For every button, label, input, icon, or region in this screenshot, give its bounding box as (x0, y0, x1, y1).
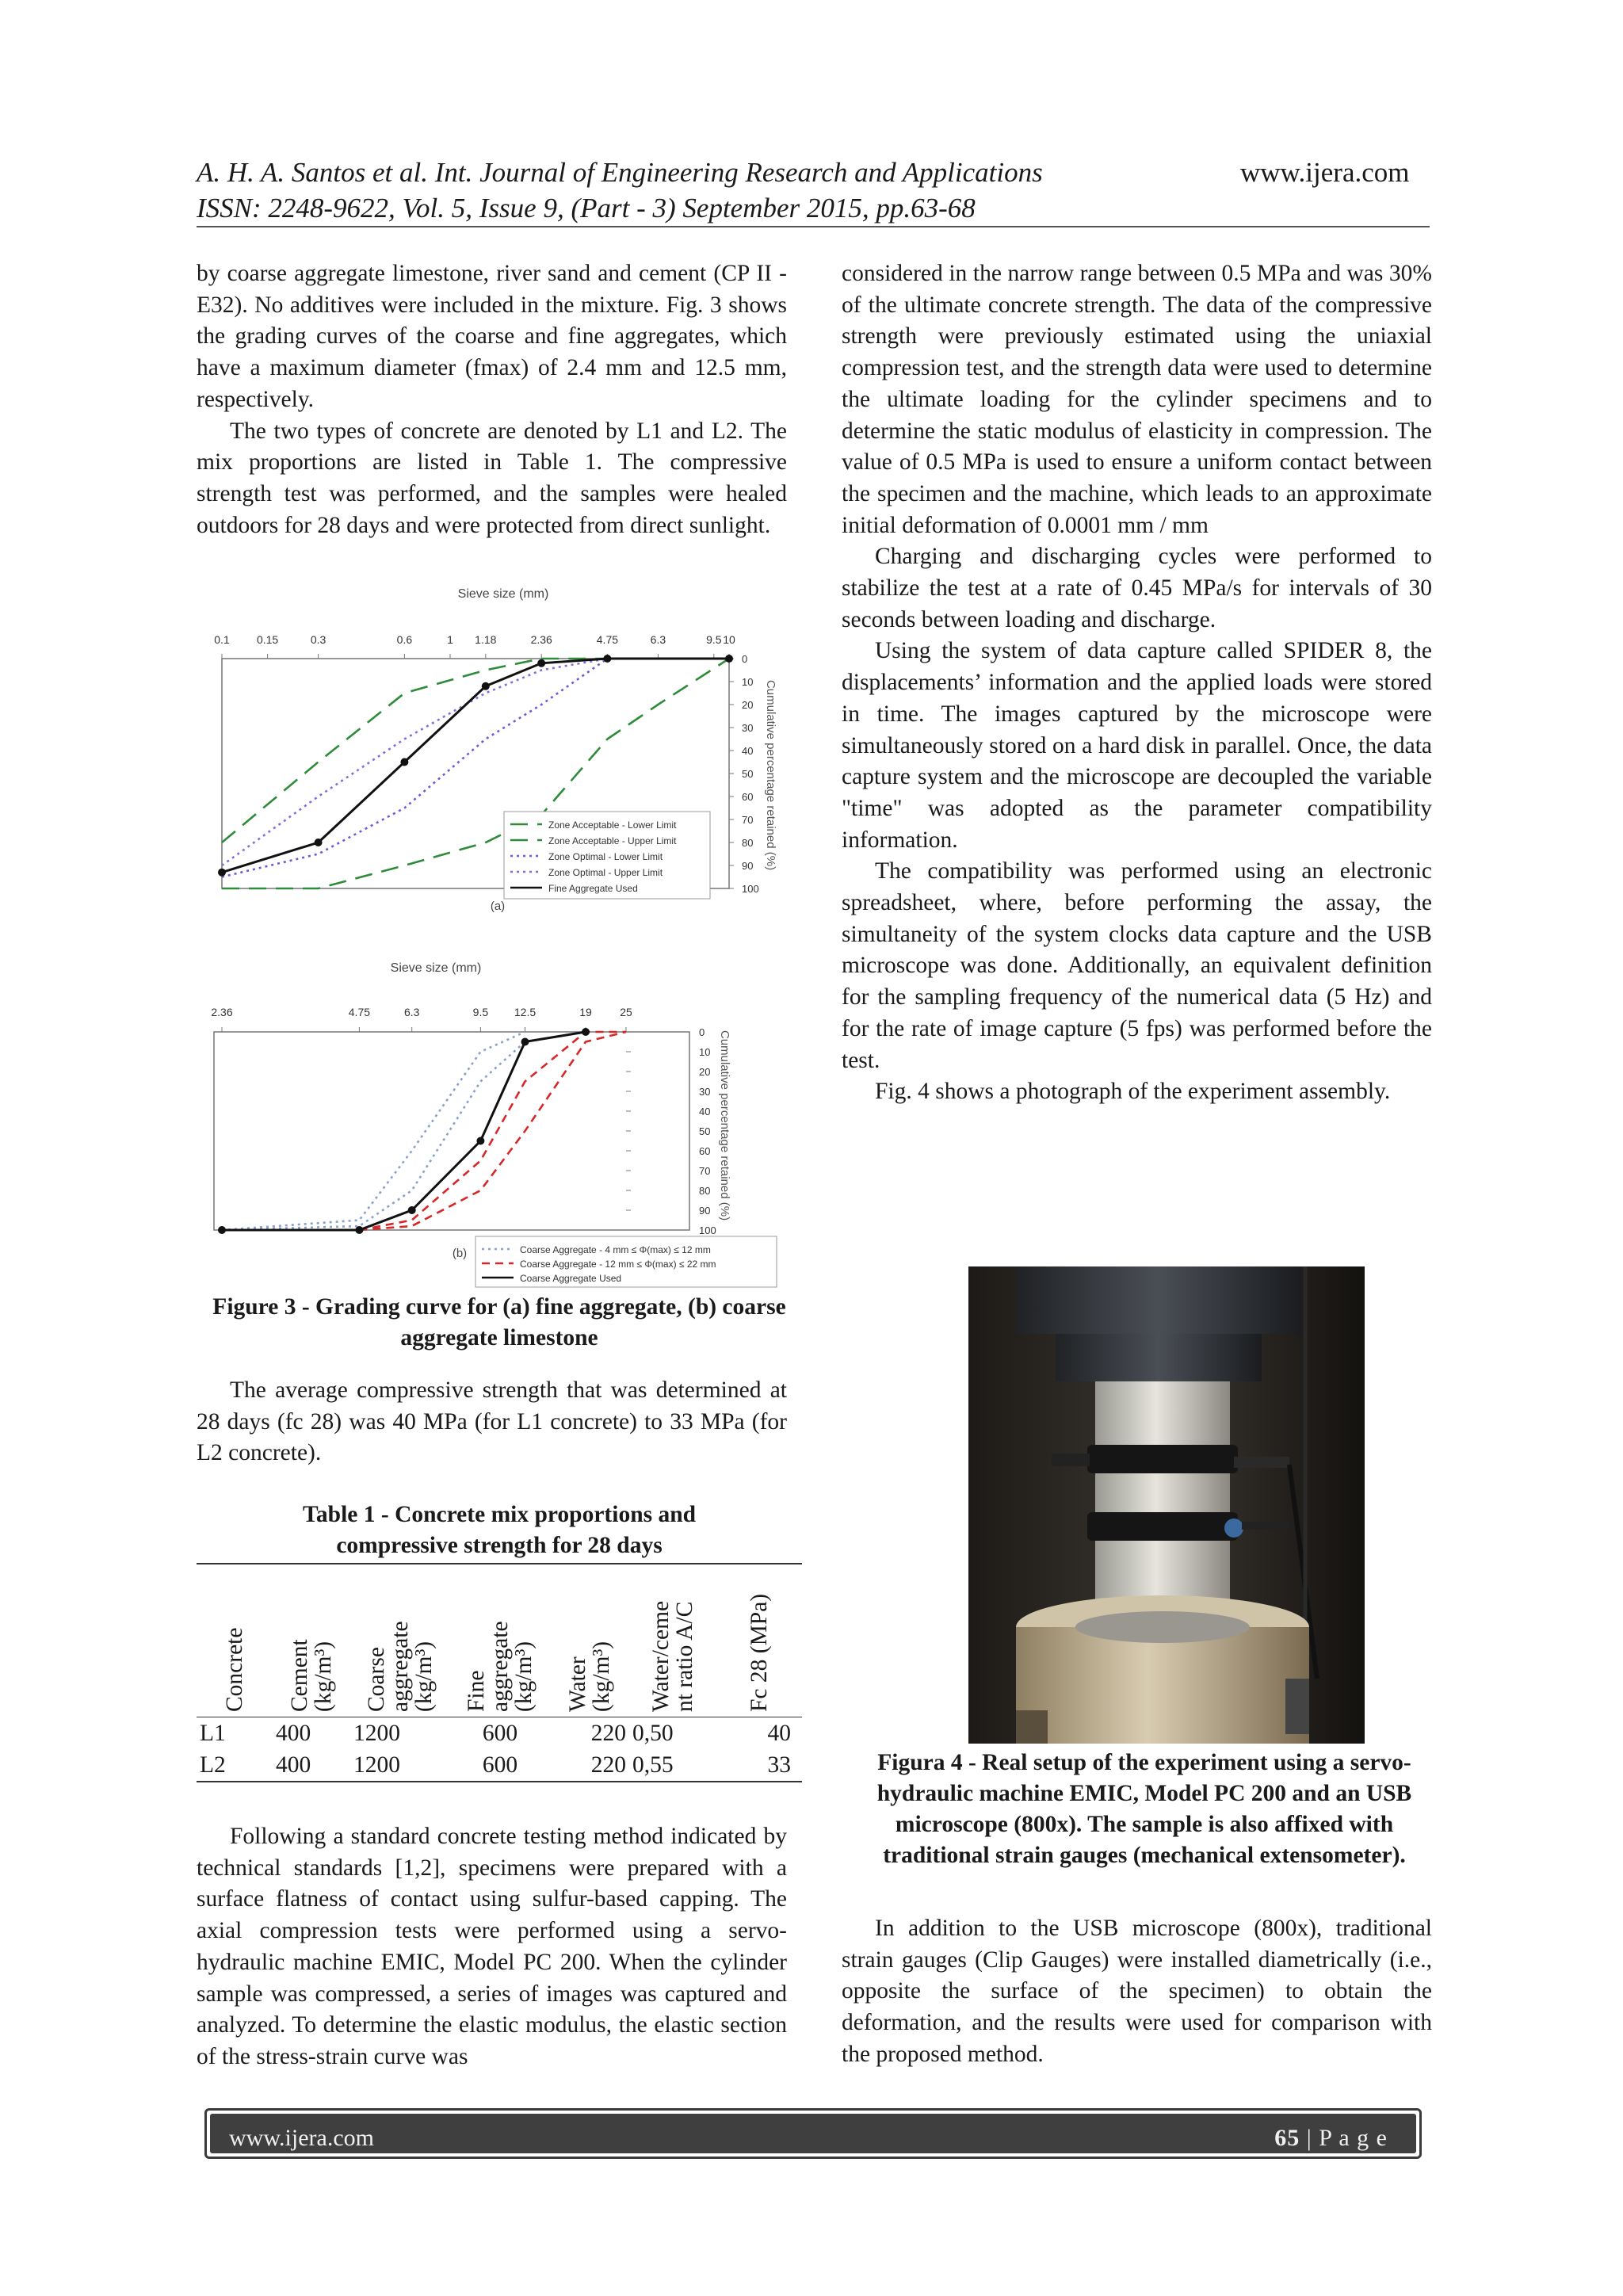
x-tick-label: 2.36 (211, 1006, 233, 1018)
table-cell: 0,50 (632, 1721, 674, 1746)
x-tick-label: 0.1 (214, 633, 230, 646)
data-point (521, 1038, 529, 1046)
table-cell: 1200 (353, 1721, 400, 1746)
header-rule (197, 226, 1430, 227)
data-point (218, 869, 226, 877)
chart-a-y-ticks (729, 653, 759, 895)
data-point (408, 1206, 416, 1214)
paragraph: Fig. 4 shows a photograph of the experiment assembly. (875, 1079, 1391, 1105)
chart-a-xlabel: Sieve size (mm) (457, 587, 549, 601)
footer-page (1274, 2125, 1388, 2152)
table-header-cell: Coarse aggregate (kg/m³) (350, 1564, 450, 1717)
mix-proportions-table (197, 1563, 802, 1782)
table-cell: 40 (767, 1721, 791, 1746)
table-1-caption: Table 1 - Concrete mix proportions and compressive strength for 28 days (302, 1502, 697, 1558)
x-tick-label: 6.3 (403, 1006, 420, 1018)
y-tick-label: 60 (742, 791, 754, 803)
legend-label: Coarse Aggregate - 4 mm ≤ Φ(max) ≤ 12 mm (520, 1244, 711, 1255)
running-header-website: www.ijera.com (1240, 157, 1410, 188)
data-point (355, 1226, 363, 1234)
y-tick-label: 10 (699, 1046, 711, 1058)
paragraph: considered in the narrow range between 0.5 MPa and was 30% of the ultimate concrete strength. The data of the compressive strength were previously estimated using the uniaxial compression test, and the strength data were used to determine the ultimate loading for the cylinder specimens and to determine the static modulus of elasticity in compression. The value of 0.5 MPa is used to ensure a uniform contact between the specimen and the machine, which leads to an approximate initial deformation of 0.0001 mm / mm (842, 261, 1432, 538)
chart-a-legend (504, 812, 710, 899)
x-tick-label: 4.75 (596, 633, 619, 646)
chart-b-xlabel: Sieve size (mm) (390, 961, 482, 975)
series-line (222, 1042, 525, 1231)
legend-label: Zone Acceptable - Upper Limit (548, 835, 677, 846)
series-line (359, 1032, 626, 1230)
x-tick-label: 19 (579, 1006, 592, 1018)
paragraph: The two types of concrete are denoted by L1 and L2. The mix proportions are listed in Table 1. The compressive strength test was performed, and the samples were healed outdoors for 28 days and were protected from direct sunlight. (197, 418, 787, 538)
figure-3-caption: Figure 3 - Grading curve for (a) fine aggregate, (b) coarse aggregate limestone (212, 1294, 786, 1350)
grading-chart-coarse (198, 959, 789, 1292)
legend-label: Zone Acceptable - Lower Limit (548, 819, 677, 831)
table-cell: 220 (590, 1721, 626, 1746)
table-cell: L2 (197, 1749, 273, 1782)
data-point (725, 655, 733, 663)
x-tick-label: 0.6 (396, 633, 413, 646)
table-cell: L1 (200, 1721, 226, 1746)
table-header-row (197, 1564, 802, 1717)
y-tick-label: 20 (699, 1066, 711, 1078)
x-tick-label: 1 (447, 633, 453, 646)
experiment-setup-photo (968, 1266, 1365, 1744)
footer-website: www.ijera.com (229, 2125, 374, 2151)
figure-4-caption: Figura 4 - Real setup of the experiment using a servo-hydraulic machine EMIC, Model PC 200 and an USB microscope (800x). The sample is also affixed with traditional strain gauges (mechanical extensometer). (876, 1750, 1412, 1868)
y-tick-label: 20 (742, 699, 754, 711)
chart-b-y-ticks (626, 1026, 716, 1236)
chart-b-ylabel: Cumulative percentage retained (%) (718, 1030, 731, 1221)
legend-label: Fine Aggregate Used (548, 883, 638, 894)
x-tick-label: 10 (723, 633, 735, 646)
left-column-mid (197, 1375, 787, 1469)
right-column-bottom (842, 1913, 1432, 2071)
legend-label: Zone Optimal - Upper Limit (548, 867, 663, 878)
data-point (400, 758, 408, 766)
table-header-cell: Concrete (197, 1564, 273, 1717)
legend-label: Coarse Aggregate - 12 mm ≤ Φ(max) ≤ 22 mm (520, 1259, 716, 1270)
y-tick-label: 10 (742, 676, 754, 688)
x-tick-label: 9.5 (472, 1006, 489, 1018)
y-tick-label: 90 (699, 1205, 711, 1217)
y-tick-label: 90 (742, 860, 754, 872)
chart-a-ylabel: Cumulative percentage retained (%) (764, 679, 777, 871)
legend-label: Coarse Aggregate Used (520, 1273, 622, 1284)
x-tick-label: 12.5 (514, 1006, 537, 1018)
table-cell: 1200 (350, 1749, 450, 1782)
table-header-cell: Water (kg/m³) (550, 1564, 629, 1717)
y-tick-label: 40 (742, 745, 754, 757)
table-cell: 600 (450, 1749, 550, 1782)
y-tick-label: 60 (699, 1145, 711, 1157)
data-point (537, 659, 545, 667)
table-header-cell: Water/ceme nt ratio A/C (629, 1564, 716, 1717)
y-tick-label: 0 (699, 1026, 705, 1038)
paragraph: The average compressive strength that was determined at 28 days (fc 28) was 40 MPa (for L1 concrete) to 33 MPa (for L2 concrete). (197, 1377, 787, 1466)
table-header-cell: Fc 28 (MPa) (716, 1564, 802, 1717)
y-tick-label: 30 (699, 1086, 711, 1098)
paragraph: by coarse aggregate limestone, river sand and cement (CP II - E32). No additives were included in the mixture. Fig. 3 shows the grading curves of the coarse and fine aggregates, which have a maximum diameter (fmax) of 2.4 mm and 12.5 mm, respectively. (197, 261, 787, 412)
series-line (222, 1032, 586, 1230)
chart-a-x-ticks (214, 633, 735, 659)
page-number: 65 (1274, 2125, 1300, 2151)
data-point (482, 682, 490, 690)
y-tick-label: 0 (742, 653, 748, 665)
data-point (218, 1226, 226, 1234)
data-point (315, 839, 323, 846)
y-tick-label: 80 (742, 837, 754, 849)
table-row (197, 1749, 802, 1782)
data-point (476, 1137, 484, 1145)
paragraph: Following a standard concrete testing method indicated by technical standards [1,2], specimens were prepared with a surface flatness of contact using sulfur-based capping. The axial compression tests were performed using a servo-hydraulic machine EMIC, Model PC 200. When the cylinder sample was compressed, a series of images was captured and analyzed. To determine the elastic modulus, the elastic section of the stress-strain curve was (197, 1824, 787, 2069)
paragraph: In addition to the USB microscope (800x), traditional strain gauges (Clip Gauges) were installed diametrically (i.e., opposite the surface of the specimen) to obtain the deformation, and the results were used for comparison with the proposed method. (842, 1916, 1432, 2067)
x-tick-label: 0.15 (256, 633, 279, 646)
table-cell: 0,55 (629, 1749, 716, 1782)
data-point (582, 1028, 590, 1036)
paragraph: Using the system of data capture called SPIDER 8, the displacements’ information and the applied loads were stored in time. The images captured by the microscope were simultaneously stored on a hard disk in parallel. Once, the data capture system and the microscope are decoupled the variable "time" was adopted as the parameter compatibility information. (842, 638, 1432, 853)
chart-a-panel-label: (a) (490, 900, 506, 913)
chart-b-panel-label: (b) (452, 1247, 468, 1260)
grading-chart-fine (198, 585, 789, 946)
x-tick-label: 4.75 (348, 1006, 371, 1018)
series-line (222, 1032, 525, 1230)
x-tick-label: 1.18 (475, 633, 497, 646)
page-footer (204, 2108, 1422, 2159)
table-header-cell: Cement (kg/m³) (273, 1564, 350, 1717)
table-header-cell: Fine aggregate (kg/m³) (450, 1564, 550, 1717)
x-tick-label: 2.36 (530, 633, 552, 646)
running-header-authors: A. H. A. Santos et al. Int. Journal of Engineering Research and Applications (197, 157, 1043, 188)
series-line (359, 1032, 626, 1230)
table-cell: 600 (482, 1721, 518, 1746)
table-cell: 400 (276, 1721, 311, 1746)
left-column-top (197, 258, 787, 541)
data-point (603, 655, 611, 663)
y-tick-label: 40 (699, 1106, 711, 1117)
chart-b-legend (475, 1236, 777, 1287)
x-tick-label: 25 (620, 1006, 632, 1018)
y-tick-label: 70 (699, 1165, 711, 1177)
y-tick-label: 100 (742, 883, 759, 895)
right-column-top (842, 258, 1432, 1108)
table-cell: 400 (273, 1749, 350, 1782)
running-header-issn: ISSN: 2248-9622, Vol. 5, Issue 9, (Part - 3) September 2015, pp.63-68 (197, 193, 976, 223)
y-tick-label: 50 (699, 1125, 711, 1137)
table-row (197, 1717, 802, 1750)
paragraph: The compatibility was performed using an electronic spreadsheet, where, before performing the assay, the simultaneity of the system clocks data capture and the USB microscope was done. Additionally, an equivalent definition for the sampling frequency of the numerical data (5 Hz) and for the rate of image capture (5 fps) was performed before the test. (842, 858, 1432, 1073)
y-tick-label: 70 (742, 814, 754, 826)
chart-b-series (218, 1028, 626, 1234)
table-cell: 220 (550, 1749, 629, 1782)
footer-bar (210, 2114, 1416, 2153)
page-label: | P a g e (1306, 2125, 1388, 2151)
x-tick-label: 9.5 (706, 633, 722, 646)
legend-label: Zone Optimal - Lower Limit (548, 851, 663, 862)
y-tick-label: 30 (742, 722, 754, 734)
y-tick-label: 50 (742, 768, 754, 780)
y-tick-label: 80 (699, 1185, 711, 1197)
table-cell: 33 (716, 1749, 802, 1782)
x-tick-label: 6.3 (650, 633, 666, 646)
chart-b-x-ticks (211, 1006, 632, 1032)
y-tick-label: 100 (699, 1224, 716, 1236)
left-column-bottom (197, 1821, 787, 2073)
x-tick-label: 0.3 (310, 633, 327, 646)
paragraph: Charging and discharging cycles were performed to stabilize the test at a rate of 0.45 MPa/s for intervals of 30 seconds between loading and discharge. (842, 544, 1432, 632)
chart-b-frame (214, 1032, 689, 1230)
